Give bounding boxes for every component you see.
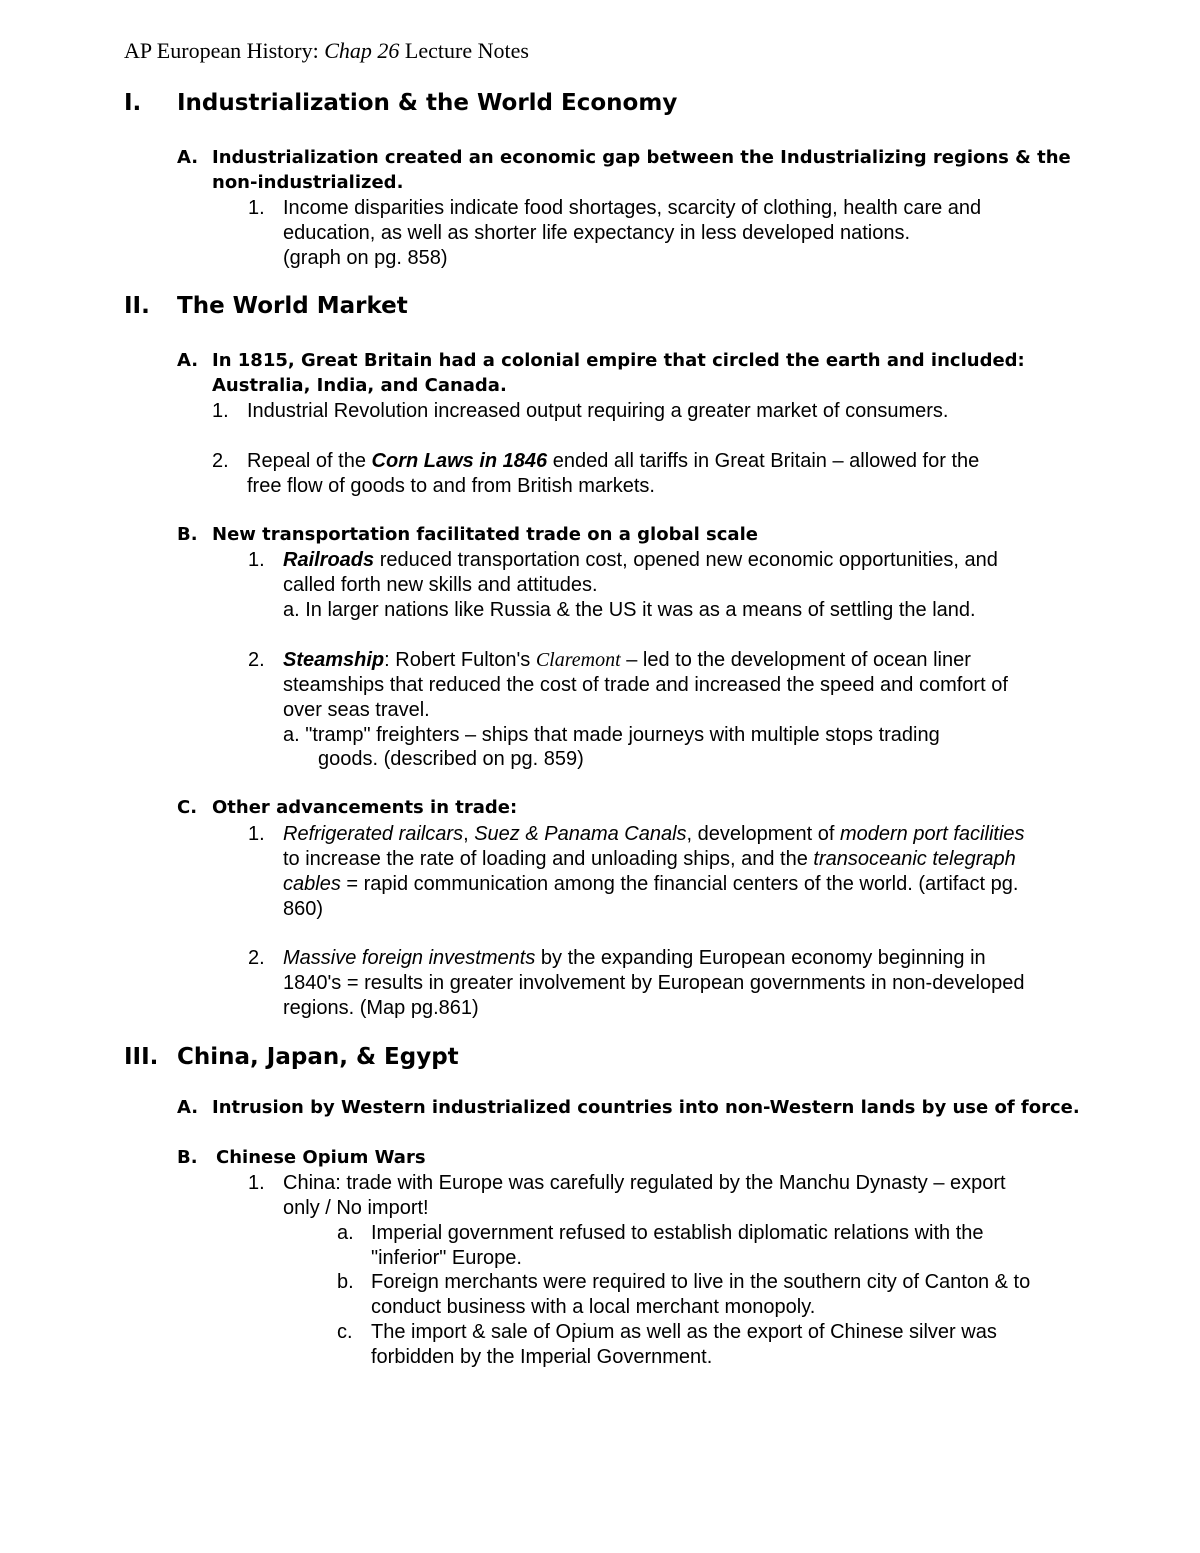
s2-c2-line3: regions. (Map pg.861) bbox=[283, 997, 479, 1019]
s2-a2-line2: free flow of goods to and from British markets. bbox=[247, 475, 655, 497]
s2-b-title: New transportation facilitated trade on a global scale bbox=[212, 524, 758, 545]
section-3-title: China, Japan, & Egypt bbox=[177, 1044, 459, 1070]
s2-b2-line2: steamships that reduced the cost of trade and increased the speed and comfort of bbox=[283, 674, 1008, 696]
s2-c1-line1 bbox=[283, 824, 1025, 844]
s2-b1-post: reduced transportation cost, opened new economic opportunities, and bbox=[374, 549, 998, 571]
s3-a-label: A. bbox=[177, 1097, 199, 1118]
s3-bc-label: c. bbox=[337, 1321, 353, 1343]
s2-c2-line1 bbox=[283, 948, 986, 968]
section-2-number: II. bbox=[124, 293, 150, 319]
s1-a1-line1: Income disparities indicate food shortages, scarcity of clothing, health care and bbox=[283, 197, 982, 219]
page-header bbox=[124, 40, 529, 62]
s2-c1-t1: , bbox=[463, 823, 475, 845]
s2-b-label: B. bbox=[177, 524, 198, 545]
s2-c1-line3-post: = rapid communication among the financial centers of the world. (artifact pg. bbox=[340, 873, 1019, 895]
s3-bb-line2: conduct business with a local merchant monopoly. bbox=[371, 1296, 816, 1318]
s1-a-line1: Industrialization created an economic gap between the Industrializing regions & the bbox=[212, 147, 1071, 168]
s2-a2-line1 bbox=[247, 451, 979, 471]
s2-b1-number: 1. bbox=[248, 549, 265, 571]
s3-bb-label: b. bbox=[337, 1271, 354, 1293]
s1-a-line2: non-industrialized. bbox=[212, 172, 404, 193]
s3-b-label: B. bbox=[177, 1147, 198, 1168]
s2-b2-line1 bbox=[283, 650, 971, 670]
s2-a2-post: ended all tariffs in Great Britain – allowed for the bbox=[547, 450, 980, 472]
s3-bb-line1: Foreign merchants were required to live in the southern city of Canton & to bbox=[371, 1271, 1031, 1293]
s2-c1-em5: cables bbox=[283, 873, 341, 895]
s2-b2-mid: : Robert Fulton's bbox=[384, 649, 536, 671]
s2-c1-em3: modern port facilities bbox=[839, 823, 1025, 845]
s2-a-line2: Australia, India, and Canada. bbox=[212, 375, 507, 396]
s2-c1-line3 bbox=[283, 874, 1018, 894]
s2-a1-number: 1. bbox=[212, 400, 229, 422]
s2-c1-em1: Refrigerated railcars bbox=[283, 823, 464, 845]
s2-a2-number: 2. bbox=[212, 450, 229, 472]
s3-b-title: Chinese Opium Wars bbox=[216, 1147, 426, 1168]
header-prefix: AP European History: bbox=[124, 38, 325, 63]
s2-b2-number: 2. bbox=[248, 649, 265, 671]
s2-c1-line4: 860) bbox=[283, 898, 324, 920]
s2-c1-t2: , development of bbox=[686, 823, 840, 845]
s2-b2-post: – led to the development of ocean liner bbox=[620, 649, 971, 671]
s3-b1-number: 1. bbox=[248, 1172, 265, 1194]
s1-a1-line3: (graph on pg. 858) bbox=[283, 247, 448, 269]
s2-a2-pre: Repeal of the bbox=[247, 450, 372, 472]
s2-b1a: a. In larger nations like Russia & the US it was as a means of settling the land. bbox=[283, 599, 976, 621]
railroads-emphasis: Railroads bbox=[283, 549, 375, 571]
s2-c2-em: Massive foreign investments bbox=[283, 947, 536, 969]
s2-c1-number: 1. bbox=[248, 823, 265, 845]
s2-a-line1: In 1815, Great Britain had a colonial empire that circled the earth and included: bbox=[212, 350, 1025, 371]
s2-c2-number: 2. bbox=[248, 947, 265, 969]
s3-ba-line2: "inferior" Europe. bbox=[371, 1247, 522, 1269]
section-3-number: III. bbox=[124, 1044, 159, 1070]
s2-c2-post: by the expanding European economy beginning in bbox=[535, 947, 986, 969]
section-1-number: I. bbox=[124, 90, 142, 116]
s2-c-title: Other advancements in trade: bbox=[212, 797, 518, 818]
section-1-title: Industrialization & the World Economy bbox=[177, 90, 678, 116]
s2-c1-line2-pre: to increase the rate of loading and unloading ships, and the bbox=[283, 848, 814, 870]
s2-c1-line2 bbox=[283, 849, 1016, 869]
s2-c2-line2: 1840's = results in greater involvement by European governments in non-developed bbox=[283, 972, 1025, 994]
s2-c1-em2: Suez & Panama Canals bbox=[474, 823, 687, 845]
s2-b2a-line1: a. "tramp" freighters – ships that made journeys with multiple stops trading bbox=[283, 724, 940, 746]
steamship-emphasis: Steamship bbox=[283, 649, 385, 671]
section-2-title: The World Market bbox=[177, 293, 408, 319]
s3-b1-line1: China: trade with Europe was carefully regulated by the Manchu Dynasty – export bbox=[283, 1172, 1006, 1194]
s2-a1-line1: Industrial Revolution increased output requiring a greater market of consumers. bbox=[247, 400, 949, 422]
s2-c1-em4: transoceanic telegraph bbox=[813, 848, 1016, 870]
header-chapter: Chap 26 bbox=[324, 38, 400, 63]
s2-b2-line3: over seas travel. bbox=[283, 699, 430, 721]
s1-a-label: A. bbox=[177, 147, 199, 168]
s3-b1-line2: only / No import! bbox=[283, 1197, 429, 1219]
s3-a-line1: Intrusion by Western industrialized countries into non-Western lands by use of force. bbox=[212, 1097, 1080, 1118]
s2-b2a-line2: goods. (described on pg. 859) bbox=[318, 748, 584, 770]
s1-a1-number: 1. bbox=[248, 197, 265, 219]
s1-a1-line2: education, as well as shorter life expectancy in less developed nations. bbox=[283, 222, 911, 244]
s2-b1-line2: called forth new skills and attitudes. bbox=[283, 574, 598, 596]
s3-bc-line2: forbidden by the Imperial Government. bbox=[371, 1346, 713, 1368]
header-suffix: Lecture Notes bbox=[399, 38, 529, 63]
s3-ba-line1: Imperial government refused to establish diplomatic relations with the bbox=[371, 1222, 984, 1244]
claremont-ship-name: Claremont bbox=[535, 649, 621, 671]
s3-bc-line1: The import & sale of Opium as well as the export of Chinese silver was bbox=[371, 1321, 997, 1343]
s3-ba-label: a. bbox=[337, 1222, 354, 1244]
s2-b1-line1 bbox=[283, 550, 998, 570]
s2-c-label: C. bbox=[177, 797, 198, 818]
s2-a-label: A. bbox=[177, 350, 199, 371]
corn-laws-emphasis: Corn Laws in 1846 bbox=[371, 450, 548, 472]
